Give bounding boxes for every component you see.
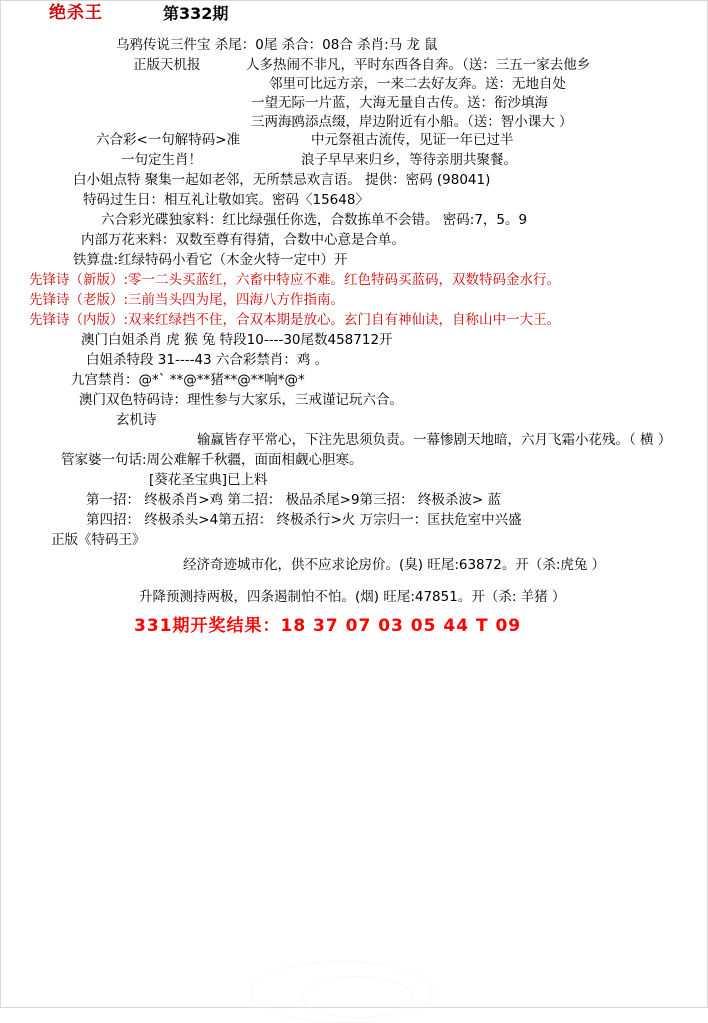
text-line: 邻里可比远方亲，一来二去好友奔。送：无地自处 <box>269 76 566 92</box>
page-title: 绝杀王 <box>49 3 103 23</box>
watermark-shape <box>301 976 413 1018</box>
text-line: 先锋诗（内版）:双来红绿挡不住，合双本期是放心。玄门自有神仙诀，自称山中一大王。 <box>29 312 561 328</box>
text-line: 浪子早早来归乡，等待亲朋共聚餐。 <box>301 152 517 168</box>
text-line: 先锋诗（新版）:零一二头买蓝红，六畜中特应不难。红色特码买蓝码，双数特码金水行。 <box>29 272 561 288</box>
text-line: 中元祭祖古流传，见证一年已过半 <box>311 132 514 148</box>
draw-result-line: 331期开奖结果：18 37 07 03 05 44 T 09 <box>134 616 522 636</box>
text-line: 输赢皆存平常心，下注先思须负责。一幕惨剧天地暗，六月飞霜小花残。（ 横 ） <box>197 432 672 448</box>
text-line: 经济奇迹城市化，供不应求论房价。(臭) 旺尾:63872。开（杀:虎兔 ） <box>183 557 606 573</box>
text-line: 正版《特码王》 <box>51 532 146 548</box>
text-line: 一句定生肖！ <box>121 152 202 168</box>
text-line: 一望无际一片蓝，大海无量自古传。送：衔沙填海 <box>251 95 548 111</box>
text-line: 第四招： 终极杀头>4第五招： 终极杀行>火 万宗归一：匡扶危室中兴盛 <box>86 512 522 528</box>
text-line: 九宫禁肖：@*` **@**猪**@**响*@* <box>71 372 305 388</box>
text-line: 三两海鸥添点缀，岸边附近有小船。（送：智小课大 ） <box>251 114 573 130</box>
text-line: 内部万花来料：双数至尊有得猜，合数中心意是合单。 <box>81 232 405 248</box>
text-line: 白小姐点特 聚集一起如老邻，无所禁忌欢言语。 提供：密码 (98041) <box>73 172 491 188</box>
text-line: 白姐杀特段 31----43 六合彩禁肖：鸡 。 <box>86 352 329 368</box>
text-line: 玄机诗 <box>116 412 157 428</box>
text-line: 正版天机报 <box>133 57 201 73</box>
text-line: 六合彩<一句解特码>准 <box>96 132 241 148</box>
text-line: 六合彩光碟独家料：红比绿强任你选，合数拣单不会错。 密码:7，5。9 <box>101 212 528 228</box>
text-line: 先锋诗（老版）:三前当头四为尾，四海八方作指南。 <box>29 292 345 308</box>
text-line: 人多热闹不非凡，平时东西各自奔。（送：三五一家去他乡 <box>246 57 591 73</box>
text-line: 特码过生日：相互礼让敬如宾。密码〈15648〉 <box>83 192 369 208</box>
text-line: 澳门白姐杀肖 虎 猴 兔 特段10----30尾数458712开 <box>81 332 393 348</box>
watermark-shape <box>251 961 433 1023</box>
text-line: [葵花圣宝典]已上料 <box>149 472 268 488</box>
text-line: 升降预测持两极，四条遏制怕不怕。(烟) 旺尾:47851。开（杀: 羊猪 ） <box>139 589 566 605</box>
text-line: 澳门双色特码诗：理性参与大家乐，三戒谨记玩六合。 <box>79 392 403 408</box>
text-line: 铁算盘:红绿特码小看它（木金火特一定中）开 <box>73 252 348 268</box>
text-line: 乌鸦传说三件宝 杀尾：0尾 杀合：08合 杀肖:马 龙 鼠 <box>116 37 438 53</box>
text-line: 管家婆一句话:周公难解千秋疆，面面相觑心胆寒。 <box>61 452 363 468</box>
issue-number: 第332期 <box>163 4 229 23</box>
text-line: 第一招： 终极杀肖>鸡 第二招： 极品杀尾>9第三招： 终极杀波> 蓝 <box>86 492 501 508</box>
